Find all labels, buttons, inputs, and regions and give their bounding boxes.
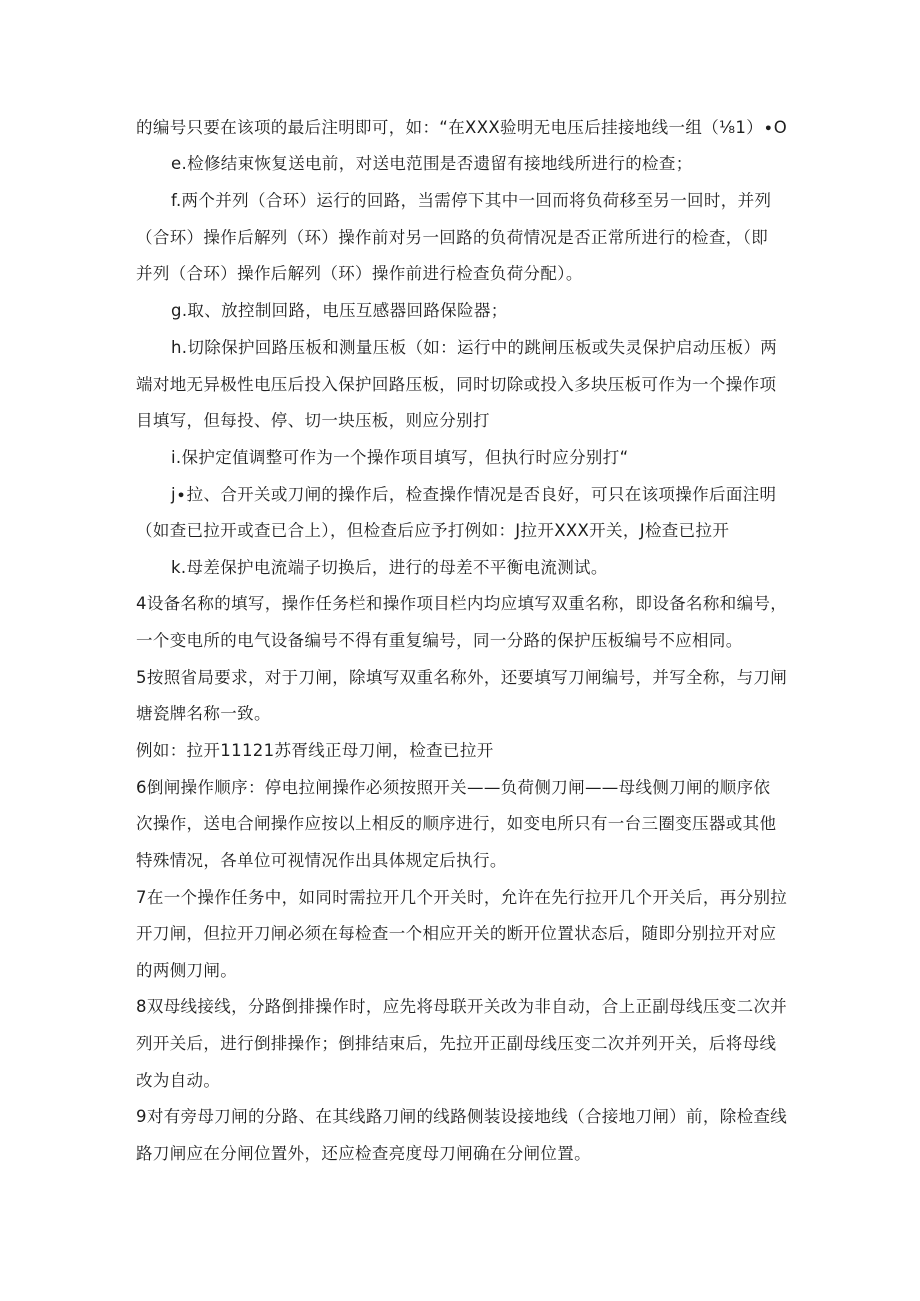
text-line: 4设备名称的填写，操作任务栏和操作项目栏内均应填写双重名称，即设备名称和编号， <box>136 594 788 613</box>
text-line: f.两个并列（合环）运行的回路，当需停下其中一回而将负荷移至另一回时，并列 <box>171 191 772 210</box>
text-line: 目填写，但每投、停、切一块压板，则应分别打 <box>136 411 490 430</box>
text-line: 路刀闸应在分闸位置外，还应检查亮度母刀闸确在分闸位置。 <box>136 1144 591 1163</box>
text-line: i.保护定值调整可作为一个操作项目填写，但执行时应分别打“ <box>171 448 629 467</box>
text-line: 6倒闸操作顺序：停电拉闸操作必须按照开关——负荷侧刀闸——母线侧刀闸的顺序依 <box>136 778 771 797</box>
text-line: h.切除保护回路压板和测量压板（如：运行中的跳闸压板或失灵保护启动压板）两 <box>171 338 778 357</box>
text-line: 塘瓷牌名称一致。 <box>136 704 271 723</box>
text-line: 次操作，送电合闸操作应按以上相反的顺序进行，如变电所只有一台三圈变压器或其他 <box>136 814 777 833</box>
text-line: 端对地无异极性电压后投入保护回路压板，同时切除或投入多块压板可作为一个操作项 <box>136 375 777 394</box>
text-line: j∙拉、合开关或刀闸的操作后，检查操作情况是否良好，可只在该项操作后面注明 <box>171 485 777 504</box>
text-line: 并列（合环）操作后解列（环）操作前进行检查负荷分配）。 <box>136 264 583 283</box>
text-line: 列开关后，进行倒排操作；倒排结束后，先拉开正副母线压变二次并列开关，后将母线 <box>136 1034 777 1053</box>
text-line: （合环）操作后解列（环）操作前对另一回路的负荷情况是否正常所进行的检查，（即 <box>136 228 769 247</box>
text-line: 开刀闸，但拉开刀闸必须在每检查一个相应开关的断开位置状态后，随即分别拉开对应 <box>136 924 777 943</box>
text-line: 7在一个操作任务中，如同时需拉开几个开关时，允许在先行拉开几个开关后，再分别拉 <box>136 888 788 907</box>
text-line: 5按照省局要求，对于刀闸，除填写双重名称外，还要填写刀闸编号，并写全称，与刀闸 <box>136 668 788 687</box>
text-line: g.取、放控制回路，电压互感器回路保险器； <box>171 301 508 320</box>
text-line: 改为自动。 <box>136 1071 221 1090</box>
text-line: （如查已拉开或查已合上），但检查后应予打例如：J拉开XXX开关，J检查已拉开 <box>136 521 730 540</box>
text-line: 9对有旁母刀闸的分路、在其线路刀闸的线路侧装设接地线（合接地刀闸）前，除检查线 <box>136 1107 788 1126</box>
text-line: 8双母线接线，分路倒排操作时，应先将母联开关改为非自动，合上正副母线压变二次并 <box>136 997 788 1016</box>
text-line: 一个变电所的电气设备编号不得有重复编号，同一分路的保护压板编号不应相同。 <box>136 631 743 650</box>
text-line: 例如：拉开11121苏胥线正母刀闸，检查已拉开 <box>136 741 494 760</box>
text-line: 特殊情况，各单位可视情况作出具体规定后执行。 <box>136 851 507 870</box>
text-line: k.母差保护电流端子切换后，进行的母差不平衡电流测试。 <box>171 558 608 577</box>
text-line: e.检修结束恢复送电前，对送电范围是否遗留有接地线所进行的检查； <box>171 154 693 173</box>
text-line: 的两侧刀闸。 <box>136 961 238 980</box>
text-line: 的编号只要在该项的最后注明即可，如：“在XXX验明无电压后挂接地线一组（⅛1）∙O <box>136 118 788 137</box>
